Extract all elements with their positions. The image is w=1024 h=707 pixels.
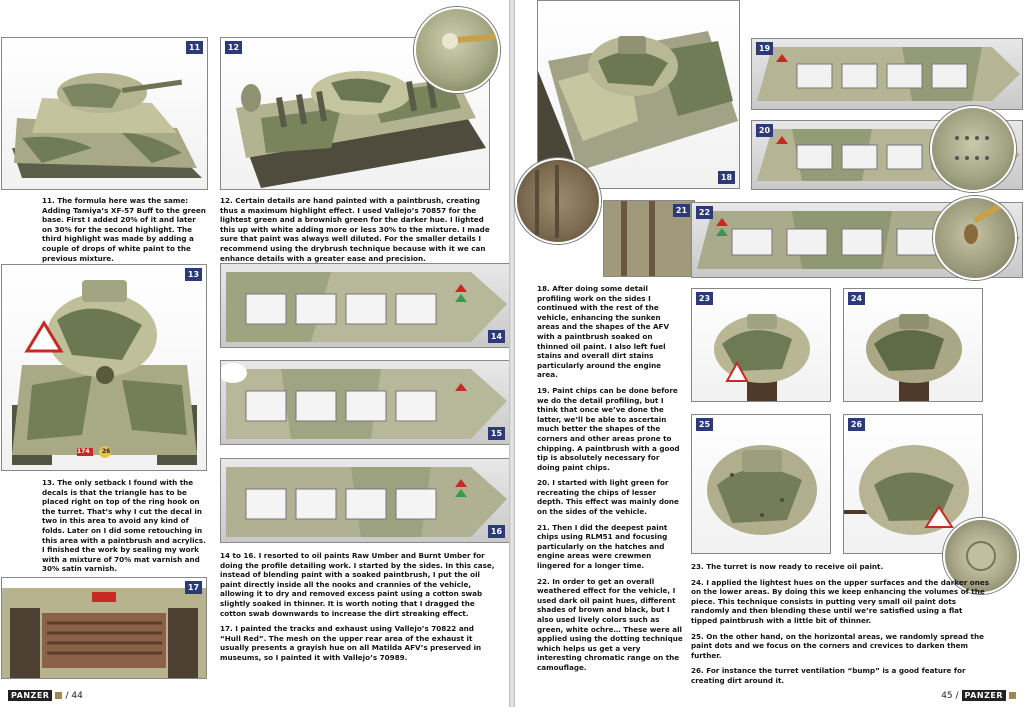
photo-number-badge: 19 [756, 42, 773, 55]
tank-illustration [2, 38, 207, 189]
photo-11-tank-front [1, 37, 208, 190]
turret-illustration [692, 289, 830, 401]
detail-inset-brush [414, 7, 500, 93]
detail-inset-rivets [930, 106, 1016, 192]
photo-14-side-skirt [220, 263, 510, 348]
photo-16-side-skirt-finished [220, 458, 510, 543]
detail-inset-brush-dotting [933, 196, 1017, 280]
detail-inset-exhaust [515, 158, 601, 244]
marking-174: 174 [77, 448, 90, 455]
tank-rear-illustration [2, 578, 206, 678]
photo-19-skirt-chips [751, 38, 1023, 110]
side-skirt-illustration [752, 39, 1022, 109]
photo-number-badge: 15 [488, 427, 505, 440]
logo-square-icon [1009, 692, 1016, 699]
photo-number-badge: 12 [225, 41, 242, 54]
right-page [515, 0, 1024, 707]
photo-number-badge: 14 [488, 330, 505, 343]
marking-26: 26 [102, 448, 111, 455]
caption-14-16: 14 to 16. I resorted to oil paints Raw Umber and Burnt Umber for doing the profile detailing work. I started by the sides. In this case, instead of blending paint with a soaked paintbrush, I put the oil paint directly inside all the nooks and crannies of the vehicle, allowing it to dry and removed excess paint using a cotton swab slightly soaked in thinner. It is worth noting that I dragged the cotton swab downwards to increase the dirt streaking effect. 17. I painted the tracks and exhaust using Vallejo’s 70822 and “Hull Red”. The mesh on the upper rear area of the exhaust it usually presents a grayish hue on all Matilda AFV’s preserved in museums, so I painted it with Vallejo’s 70989. [220, 551, 495, 662]
side-skirt-illustration [221, 361, 509, 444]
photo-25-turret-dots [691, 414, 831, 554]
magazine-logo: PANZER [8, 690, 52, 701]
photo-number-badge: 25 [696, 418, 713, 431]
photo-number-badge: 17 [185, 581, 202, 594]
photo-23-turret [691, 288, 831, 402]
left-page [0, 0, 509, 707]
photo-15-side-skirt-swab [220, 360, 510, 445]
caption-13: 13. The only setback I found with the decals is that the triangle has to be placed right on top of the ring hook on the turret. That’s why I cut the decal in two in this area to avoid any kind of folds. Later on I did some retouching in this area with a paintbrush and acrylics. I finished the work by sealing my work with a mixture of 70% mat varnish and 30% satin varnish. [42, 478, 206, 574]
photo-number-badge: 24 [848, 292, 865, 305]
tank-illustration [2, 265, 206, 470]
photo-number-badge: 21 [673, 204, 690, 217]
photo-24-turret-oil [843, 288, 983, 402]
photo-17-rear-exhaust [1, 577, 207, 679]
caption-23-26: 23. The turret is now ready to receive oil paint. 24. I applied the lightest hues on the upper surfaces and the darker ones on the lower areas. By doing this we keep enhancing the volumes of the piece. This technique consists in putting very small oil paint dots randomly and then blending these until we’re satisfied using a flat tipped paintbrush with a little bit of thinner. 25. On the other hand, on the horizontal areas, we randomly spread the paint dots and we focus on the corners and crevices to darken them further. 26. For instance the turret ventilation “bump” is a good feature for creating dirt around it. [691, 562, 989, 685]
photo-21-exhaust-chips [603, 200, 695, 277]
photo-number-badge: 18 [718, 171, 735, 184]
side-skirt-illustration [221, 459, 509, 542]
caption-12: 12. Certain details are hand painted with a paintbrush, creating thus a maximum highlight effect. I used Vallejo’s 70857 for the lightest green and a brownish green for the darker hue. I lighted this up with white adding more or less 30% to the mixture. I made sure that paint was always well diluted. For the smaller details I recommend using the drybrush technique because with it we can enhance details with a greater ease and precision. [220, 196, 490, 263]
page-number: 45 / [941, 690, 959, 701]
magazine-logo: PANZER [962, 690, 1006, 701]
side-skirt-illustration [221, 264, 509, 347]
photo-number-badge: 16 [488, 525, 505, 538]
turret-illustration [692, 415, 830, 553]
page-folio-right [941, 690, 1016, 701]
turret-illustration [844, 289, 982, 401]
photo-number-badge: 23 [696, 292, 713, 305]
photo-number-badge: 22 [696, 206, 713, 219]
page-number: / 44 [65, 690, 83, 701]
photo-number-badge: 26 [848, 418, 865, 431]
page-folio-left [8, 690, 83, 701]
photo-number-badge: 13 [185, 268, 202, 281]
logo-square-icon [55, 692, 62, 699]
photo-13-tank-front-turret [1, 264, 207, 471]
caption-18-22: 18. After doing some detail profiling work on the sides I continued with the rest of the vehicle, enhancing the sunken areas and the shapes of the AFV with a paintbrush soaked on thinned oil paint. I also left fuel stains and overall dirt stains particularly around the engine area. 19. Paint chips can be done before we do the detail profiling, but I think that once we’ve done the latter, we’ll be able to ascertain much better the shapes of the corners and other areas prone to chipping. A paintbrush with a good tip is absolutely necessary for doing paint chips. 20. I started with light green for recreating the chips of lesser depth. This effect was mainly done on the sides of the vehicle. 21. Then I did the deepest paint chips using RLM51 and focusing particularly on the hatches and engine areas were crewmen lingered for a longer time. 22. In order to get an overall weathered effect for the vehicle, I used dark oil paint hues, different shades of brown and black, but I also used lively colors such as green, white ochre… These were all applied using the dotting technique which helps us get a very interesting chromatic range on the camouflage. [537, 284, 683, 672]
caption-11: 11. The formula here was the same: Adding Tamiya’s XF-57 Buff to the green base. First I added 20% of it and later on 30% for the second highlight. The third highlight was made by adding a couple of drops of white paint to the previous mixture. [42, 196, 206, 263]
photo-number-badge: 11 [186, 41, 203, 54]
photo-number-badge: 20 [756, 124, 773, 137]
